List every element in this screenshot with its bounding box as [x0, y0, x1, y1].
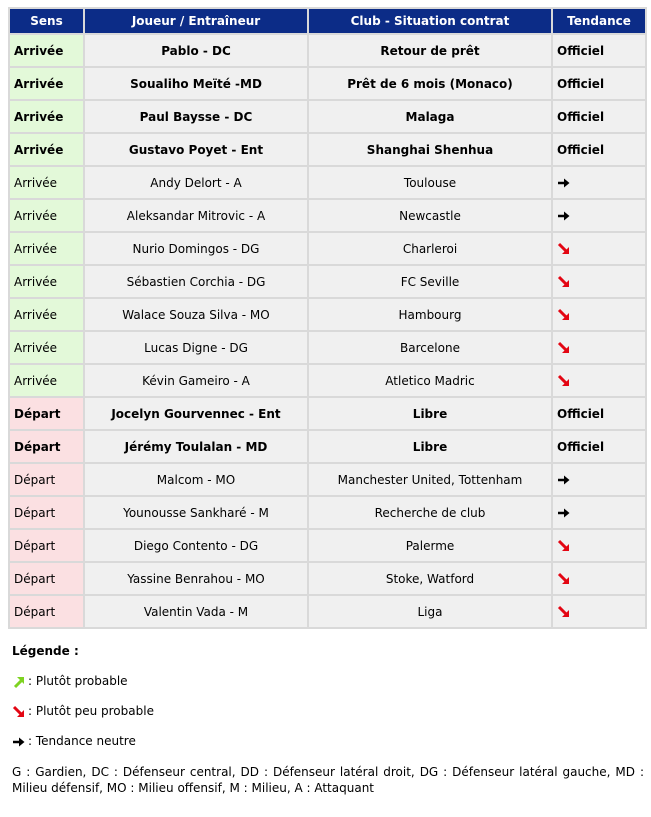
legend-unlikely	[12, 704, 154, 719]
cell-club: Barcelone	[309, 332, 551, 363]
cell-club: Toulouse	[309, 167, 551, 198]
cell-player: Jocelyn Gourvennec - Ent	[85, 398, 307, 429]
cell-sens: Départ	[10, 563, 83, 594]
legend-unlikely-text: : Plutôt peu probable	[28, 704, 154, 718]
table-row	[10, 233, 645, 264]
cell-club: FC Seville	[309, 266, 551, 297]
cell-trend	[553, 233, 645, 264]
cell-sens: Arrivée	[10, 365, 83, 396]
cell-player: Sébastien Corchia - DG	[85, 266, 307, 297]
cell-sens: Départ	[10, 464, 83, 495]
cell-club: Atletico Madric	[309, 365, 551, 396]
cell-player: Soualiho Meïté -MD	[85, 68, 307, 99]
cell-player: Paul Baysse - DC	[85, 101, 307, 132]
cell-player: Nurio Domingos - DG	[85, 233, 307, 264]
cell-sens: Arrivée	[10, 200, 83, 231]
cell-trend: Officiel	[553, 68, 645, 99]
likely-arrow-icon	[12, 675, 26, 689]
cell-club: Libre	[309, 431, 551, 462]
legend-likely	[12, 674, 128, 689]
table-row	[10, 200, 645, 231]
cell-player: Valentin Vada - M	[85, 596, 307, 627]
cell-player: Malcom - MO	[85, 464, 307, 495]
neutral-arrow-icon	[557, 176, 571, 190]
cell-trend: Officiel	[553, 101, 645, 132]
table-row	[10, 167, 645, 198]
table-row	[10, 563, 645, 594]
neutral-arrow-icon	[557, 473, 571, 487]
cell-player: Jérémy Toulalan - MD	[85, 431, 307, 462]
cell-player: Andy Delort - A	[85, 167, 307, 198]
cell-trend	[553, 563, 645, 594]
cell-sens: Départ	[10, 398, 83, 429]
cell-club: Newcastle	[309, 200, 551, 231]
cell-club: Recherche de club	[309, 497, 551, 528]
cell-sens: Départ	[10, 596, 83, 627]
cell-sens: Arrivée	[10, 134, 83, 165]
cell-player: Gustavo Poyet - Ent	[85, 134, 307, 165]
cell-club: Manchester United, Tottenham	[309, 464, 551, 495]
cell-sens: Arrivée	[10, 35, 83, 66]
unlikely-arrow-icon	[12, 705, 26, 719]
unlikely-arrow-icon	[557, 341, 571, 355]
neutral-arrow-icon	[557, 209, 571, 223]
cell-trend	[553, 332, 645, 363]
cell-trend	[553, 200, 645, 231]
legend-neutral-text: : Tendance neutre	[28, 734, 136, 748]
cell-club: Shanghai Shenhua	[309, 134, 551, 165]
table-row	[10, 68, 645, 99]
cell-trend	[553, 596, 645, 627]
header-trend: Tendance	[553, 9, 645, 33]
unlikely-arrow-icon	[557, 539, 571, 553]
cell-sens: Arrivée	[10, 68, 83, 99]
cell-club: Prêt de 6 mois (Monaco)	[309, 68, 551, 99]
cell-club: Malaga	[309, 101, 551, 132]
cell-trend: Officiel	[553, 35, 645, 66]
cell-club: Palerme	[309, 530, 551, 561]
cell-player: Walace Souza Silva - MO	[85, 299, 307, 330]
cell-player: Lucas Digne - DG	[85, 332, 307, 363]
cell-club: Liga	[309, 596, 551, 627]
cell-club: Retour de prêt	[309, 35, 551, 66]
cell-trend: Officiel	[553, 134, 645, 165]
table-row	[10, 431, 645, 462]
transfer-table-container	[8, 7, 645, 629]
cell-sens: Départ	[10, 530, 83, 561]
neutral-arrow-icon	[12, 735, 26, 749]
table-row	[10, 332, 645, 363]
table-row	[10, 299, 645, 330]
cell-sens: Arrivée	[10, 299, 83, 330]
cell-trend: Officiel	[553, 431, 645, 462]
cell-player: Yassine Benrahou - MO	[85, 563, 307, 594]
header-club: Club - Situation contrat	[309, 9, 551, 33]
transfer-table	[8, 7, 647, 629]
cell-sens: Départ	[10, 497, 83, 528]
cell-trend: Officiel	[553, 398, 645, 429]
unlikely-arrow-icon	[557, 374, 571, 388]
table-row	[10, 596, 645, 627]
cell-trend	[553, 365, 645, 396]
cell-player: Younousse Sankharé - M	[85, 497, 307, 528]
legend	[12, 644, 644, 795]
unlikely-arrow-icon	[557, 605, 571, 619]
table-row	[10, 530, 645, 561]
cell-player: Aleksandar Mitrovic - A	[85, 200, 307, 231]
cell-player: Diego Contento - DG	[85, 530, 307, 561]
cell-club: Libre	[309, 398, 551, 429]
cell-trend	[553, 167, 645, 198]
cell-sens: Arrivée	[10, 266, 83, 297]
unlikely-arrow-icon	[557, 572, 571, 586]
cell-player: Pablo - DC	[85, 35, 307, 66]
legend-neutral	[12, 734, 136, 749]
table-row	[10, 464, 645, 495]
legend-title: Légende :	[12, 644, 79, 658]
table-row	[10, 398, 645, 429]
neutral-arrow-icon	[557, 506, 571, 520]
table-row	[10, 266, 645, 297]
cell-sens: Arrivée	[10, 167, 83, 198]
cell-trend	[553, 464, 645, 495]
table-row	[10, 134, 645, 165]
cell-trend	[553, 266, 645, 297]
abbreviations-text: G : Gardien, DC : Défenseur central, DD : Défenseur latéral droit, DG : Défenseur latéral gauche, MD : Milieu défensif, MO : Milieu offensif, M : Milieu, A : Attaquant	[12, 765, 644, 795]
header-sens: Sens	[10, 9, 83, 33]
cell-trend	[553, 497, 645, 528]
cell-sens: Arrivée	[10, 101, 83, 132]
legend-likely-text: : Plutôt probable	[28, 674, 128, 688]
cell-club: Charleroi	[309, 233, 551, 264]
table-row	[10, 101, 645, 132]
table-row	[10, 497, 645, 528]
cell-club: Stoke, Watford	[309, 563, 551, 594]
table-row	[10, 365, 645, 396]
unlikely-arrow-icon	[557, 308, 571, 322]
table-row	[10, 35, 645, 66]
unlikely-arrow-icon	[557, 242, 571, 256]
cell-player: Kévin Gameiro - A	[85, 365, 307, 396]
table-header-row	[10, 9, 645, 33]
cell-sens: Arrivée	[10, 332, 83, 363]
cell-trend	[553, 299, 645, 330]
cell-trend	[553, 530, 645, 561]
cell-sens: Arrivée	[10, 233, 83, 264]
cell-club: Hambourg	[309, 299, 551, 330]
unlikely-arrow-icon	[557, 275, 571, 289]
header-player: Joueur / Entraîneur	[85, 9, 307, 33]
cell-sens: Départ	[10, 431, 83, 462]
